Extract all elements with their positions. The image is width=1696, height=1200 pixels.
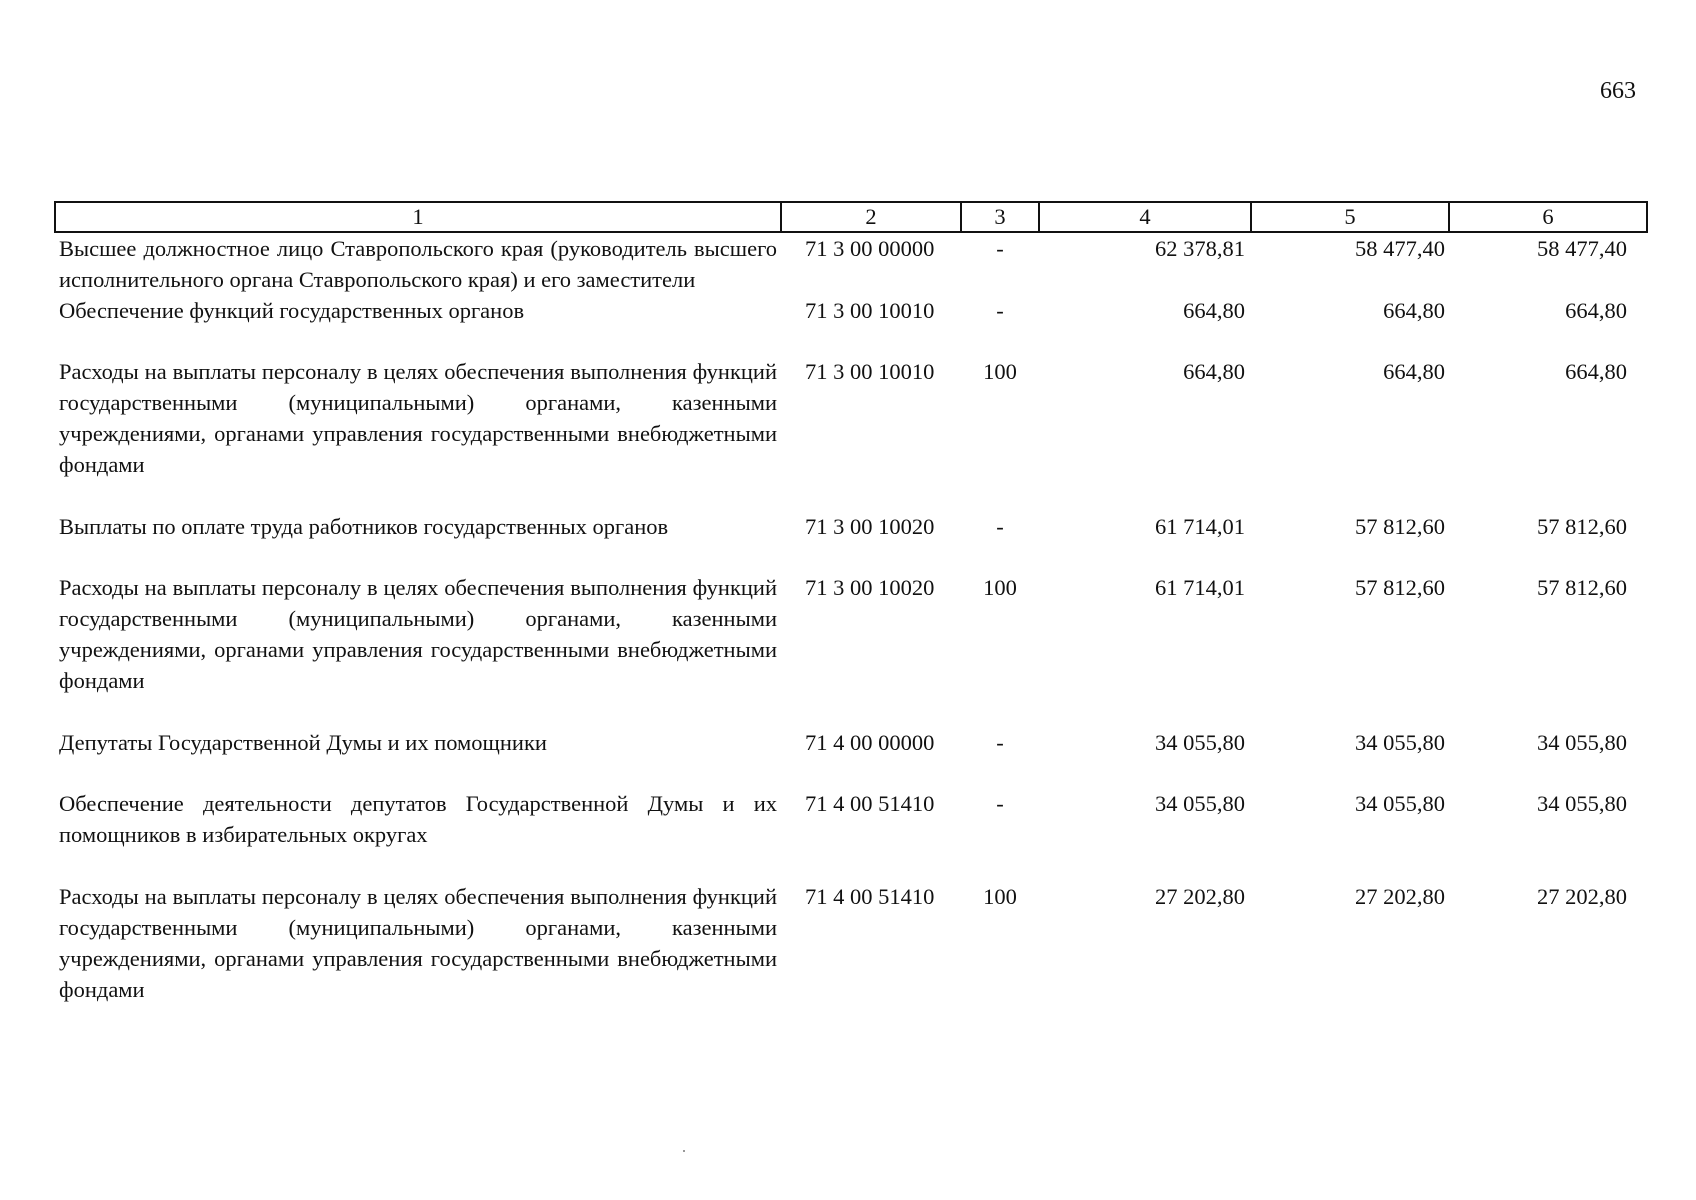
row-code: 71 3 00 10020	[805, 575, 935, 600]
row-value-col5: 57 812,60	[1355, 575, 1445, 600]
row-value-col6: 664,80	[1565, 359, 1627, 384]
header-cell-3: 3	[961, 202, 1039, 232]
row-code: 71 3 00 10010	[805, 298, 935, 323]
row-code: 71 4 00 00000	[805, 730, 935, 755]
row-value-col6: 58 477,40	[1537, 236, 1627, 261]
row-value-col4: 34 055,80	[1155, 791, 1245, 816]
header-cell-4: 4	[1039, 202, 1251, 232]
table-row	[55, 295, 1647, 356]
row-name: Обеспечение деятельности депутатов Государственной Думы и их помощников в избирательных округах	[59, 791, 777, 847]
row-value-col6: 27 202,80	[1537, 884, 1627, 909]
row-value-col5: 34 055,80	[1355, 791, 1445, 816]
row-name: Депутаты Государственной Думы и их помощники	[59, 730, 547, 755]
table-row	[55, 788, 1647, 881]
row-value-col5: 57 812,60	[1355, 514, 1445, 539]
row-code: 71 3 00 10010	[805, 359, 935, 384]
header-cell-2: 2	[781, 202, 961, 232]
row-value-col6: 34 055,80	[1537, 791, 1627, 816]
row-value-col6: 57 812,60	[1537, 514, 1627, 539]
row-name: Высшее должностное лицо Ставропольского края (руководитель высшего исполнительного органа Ставропольского края) и его заместители	[59, 236, 777, 292]
table-row	[55, 511, 1647, 572]
row-value-col6: 57 812,60	[1537, 575, 1627, 600]
row-name: Расходы на выплаты персоналу в целях обеспечения выполнения функций государственными (муниципальными) органами, казенными учреждениями, органами управления государственными внебюджетными фондами	[59, 884, 777, 1002]
header-row	[55, 202, 1647, 232]
row-expense-type: -	[996, 236, 1004, 261]
row-value-col4: 61 714,01	[1155, 514, 1245, 539]
table-row	[55, 727, 1647, 788]
row-name: Обеспечение функций государственных органов	[59, 298, 525, 323]
budget-table-container	[54, 201, 1646, 1005]
header-cell-6: 6	[1449, 202, 1647, 232]
header-cell-1: 1	[55, 202, 781, 232]
row-value-col5: 34 055,80	[1355, 730, 1445, 755]
row-value-col4: 664,80	[1183, 359, 1245, 384]
row-value-col5: 58 477,40	[1355, 236, 1445, 261]
row-value-col5: 664,80	[1383, 359, 1445, 384]
row-expense-type: -	[996, 514, 1004, 539]
row-expense-type: 100	[983, 884, 1017, 909]
page-number: 663	[1600, 78, 1636, 104]
row-value-col5: 27 202,80	[1355, 884, 1445, 909]
row-code: 71 3 00 10020	[805, 514, 935, 539]
row-expense-type: -	[996, 791, 1004, 816]
row-value-col4: 27 202,80	[1155, 884, 1245, 909]
row-name: Расходы на выплаты персоналу в целях обеспечения выполнения функций государственными (муниципальными) органами, казенными учреждениями, органами управления государственными внебюджетными фондами	[59, 359, 777, 477]
row-value-col6: 664,80	[1565, 298, 1627, 323]
row-value-col5: 664,80	[1383, 298, 1445, 323]
row-code: 71 4 00 51410	[805, 884, 935, 909]
row-value-col4: 664,80	[1183, 298, 1245, 323]
row-name: Расходы на выплаты персоналу в целях обеспечения выполнения функций государственными (муниципальными) органами, казенными учреждениями, органами управления государственными внебюджетными фондами	[59, 575, 777, 693]
row-expense-type: -	[996, 298, 1004, 323]
row-value-col6: 34 055,80	[1537, 730, 1627, 755]
row-expense-type: 100	[983, 359, 1017, 384]
row-expense-type: -	[996, 730, 1004, 755]
table-row	[55, 881, 1647, 1005]
table-row	[55, 232, 1647, 295]
row-value-col4: 61 714,01	[1155, 575, 1245, 600]
table-row	[55, 356, 1647, 511]
row-value-col4: 62 378,81	[1155, 236, 1245, 261]
row-code: 71 4 00 51410	[805, 791, 935, 816]
row-code: 71 3 00 00000	[805, 236, 935, 261]
table-row	[55, 572, 1647, 727]
scan-speck	[683, 1150, 685, 1152]
row-value-col4: 34 055,80	[1155, 730, 1245, 755]
row-name: Выплаты по оплате труда работников государственных органов	[59, 514, 669, 539]
budget-table	[54, 201, 1648, 1005]
row-expense-type: 100	[983, 575, 1017, 600]
header-cell-5: 5	[1251, 202, 1449, 232]
